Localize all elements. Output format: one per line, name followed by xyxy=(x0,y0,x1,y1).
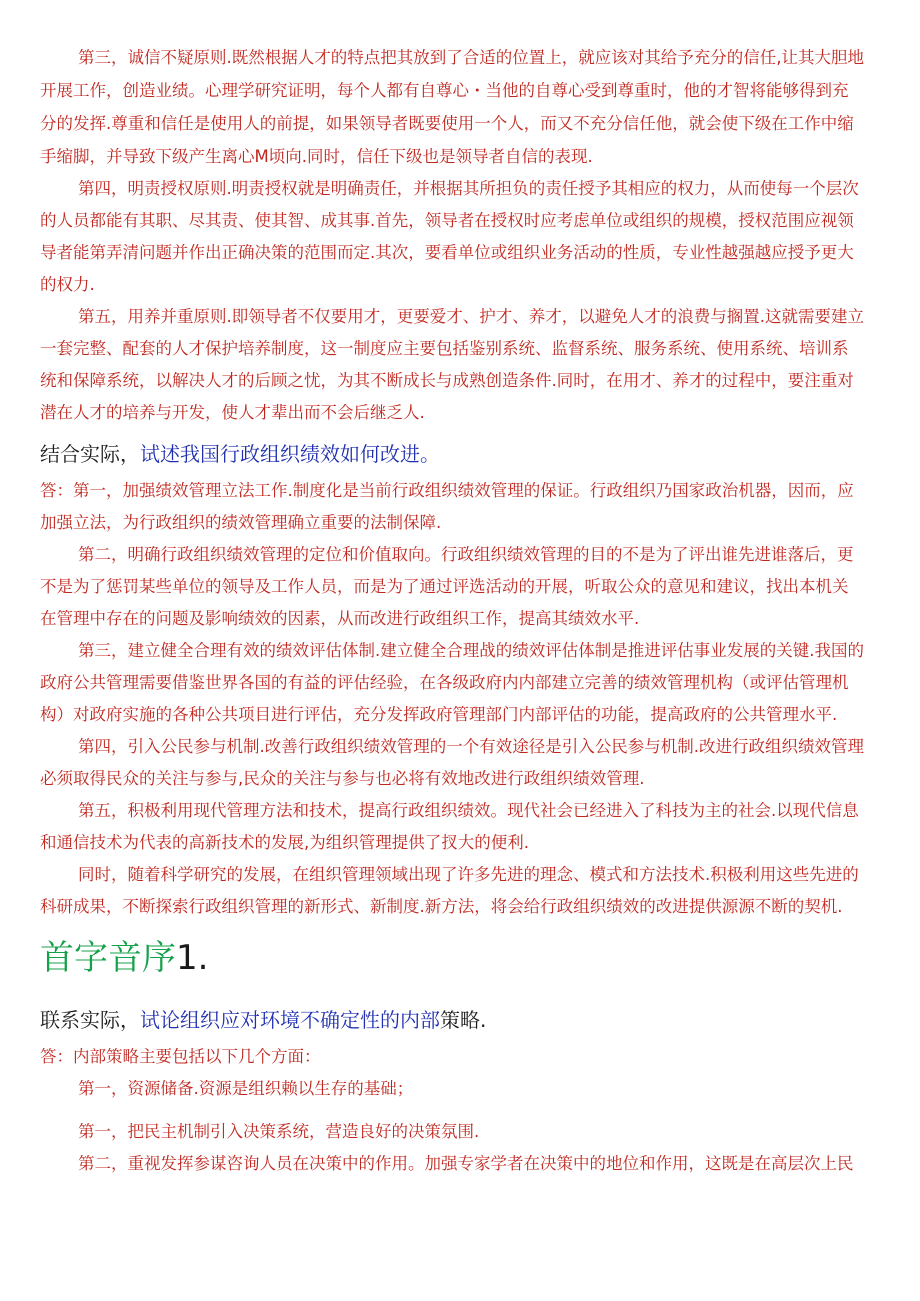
answer-line: 第一，资源储备.资源是组织赖以生存的基础； xyxy=(78,1079,414,1098)
answer-line: 和通信技术为代表的高新技术的发展,为组织管理提供了扠大的便利. xyxy=(40,833,529,852)
answer-line: 第一，把民主机制引入决策系统，营造良好的决策氛围. xyxy=(78,1122,480,1141)
answer-line: 第四，引入公民参与机制.改善行政组织绩效管理的一个有效途径是引入公民参与机制.改进行政组织绩效管理 xyxy=(78,737,864,756)
paragraph-line: 的人员都能有其职、尽其责、使其智、成其事.首先，领导者在授权时应考虑单位或组织的规模，授权范围应视领 xyxy=(40,211,854,230)
question-prefix: 结合实际， xyxy=(40,442,140,466)
section-title xyxy=(40,938,208,978)
question-heading xyxy=(40,1007,486,1033)
paragraph-line: 潜在人才的培养与开发，使人才辈出而不会后继乏人. xyxy=(40,403,425,422)
answer-line: 构）对政府实施的各种公共项目进行评估，充分发挥政府管理部门内部评估的功能，提高政府的公共管理水平. xyxy=(40,705,838,724)
question-heading xyxy=(40,441,440,467)
answer-line: 必须取得民众的关注与参与,民众的关注与参与也必将有效地改进行政组织绩效管理. xyxy=(40,769,645,788)
section-number: 1. xyxy=(176,938,209,978)
answer-line: 同时，随着科学研究的发展，在组织管理领域出现了许多先进的理念、模式和方法技术.积极利用这些先进的 xyxy=(78,865,859,884)
paragraph-line: 的权力. xyxy=(40,275,95,294)
section-title-text: 首字音序 xyxy=(40,938,176,978)
paragraph-line: 第四，明责授权原则.明责授权就是明确责任，并根据其所担负的责任授予其相应的权力，从而使每一个层次 xyxy=(78,179,859,198)
answer-line: 政府公共管理需要借鉴世界各国的有益的评估经验，在各级政府内内部建立完善的绩效管理机构（或评估管理机 xyxy=(40,673,849,692)
paragraph-line: 第五，用养并重原则.即领导者不仅要用才，更要爱才、护才、养才，以避免人才的浪费与搁置.这就需要建立 xyxy=(78,307,864,326)
question-text: 试论组织应对环境不确定性的内部 xyxy=(140,1008,440,1032)
answer-line: 第五，积极利用现代管理方法和技术，提高行政组织绩效。现代社会已经进入了科技为主的社会.以现代信息 xyxy=(78,801,859,820)
question-suffix: 策略. xyxy=(440,1008,487,1032)
answer-line: 第二，重视发挥参谋咨询人员在决策中的作用。加强专家学者在决策中的地位和作用，这既是在高层次上民 xyxy=(78,1154,854,1173)
answer-line: 第二，明确行政组织绩效管理的定位和价值取向。行政组织绩效管理的目的不是为了评出谁先进谁落后，更 xyxy=(78,545,854,564)
paragraph-line: 统和保障系统，以解决人才的后顾之忧，为其不断成长与成熟创造条件.同时，在用才、养才的过程中，要注重对 xyxy=(40,371,854,390)
answer-line: 不是为了惩罚某些单位的领导及工作人员，而是为了通过评选活动的开展，听取公众的意见和建议，找出本机关 xyxy=(40,577,849,596)
answer-line: 第三，建立健全合理有效的绩效评估体制.建立健全合理战的绩效评估体制是推进评估事业发展的关键.我国的 xyxy=(78,641,864,660)
paragraph-line: 导者能第弄清问题并作出正确决策的范围而定.其次，要看单位或组织业务活动的性质，专业性越强越应授予更大 xyxy=(40,243,854,262)
question-text: 试述我国行政组织绩效如何改进。 xyxy=(140,442,440,466)
paragraph-line: 手缩脚，并导致下级产生离心M顷向.同时，信任下级也是领导者自信的表现. xyxy=(40,147,593,166)
answer-line: 加强立法，为行政组织的绩效管理确立重要的法制保障. xyxy=(40,513,442,532)
answer-line: 在管理中存在的问题及影响绩效的因素，从而改进行政组织工作，提高其绩效水平. xyxy=(40,609,640,628)
paragraph-line: 开展工作，创造业绩。心理学研究证明，每个人都有自尊心・当他的自尊心受到尊重时，他的才智将能够得到充 xyxy=(40,81,849,100)
question-prefix: 联系实际， xyxy=(40,1008,140,1032)
answer-line: 答：第一，加强绩效管理立法工作.制度化是当前行政组织绩效管理的保证。行政组织乃国家政治机器，因而，应 xyxy=(40,481,854,500)
paragraph-line: 第三，诚信不疑原则.既然根据人才的特点把其放到了合适的位置上，就应该对其给予充分的信任,让其大胆地 xyxy=(78,48,864,67)
paragraph-line: 一套完整、配套的人才保护培养制度，这一制度应主要包括鉴别系统、监督系统、服务系统、使用系统、培训系 xyxy=(40,339,849,358)
paragraph-line: 分的发挥.尊重和信任是使用人的前提，如果领导者既要使用一个人，而又不充分信任他，就会使下级在工作中缩 xyxy=(40,114,854,133)
answer-line: 科研成果，不断探索行政组织管理的新形式、新制度.新方法，将会给行政组织绩效的改进提供源源不断的契机. xyxy=(40,897,843,916)
answer-line: 答：内部策略主要包括以下几个方面： xyxy=(40,1047,321,1066)
